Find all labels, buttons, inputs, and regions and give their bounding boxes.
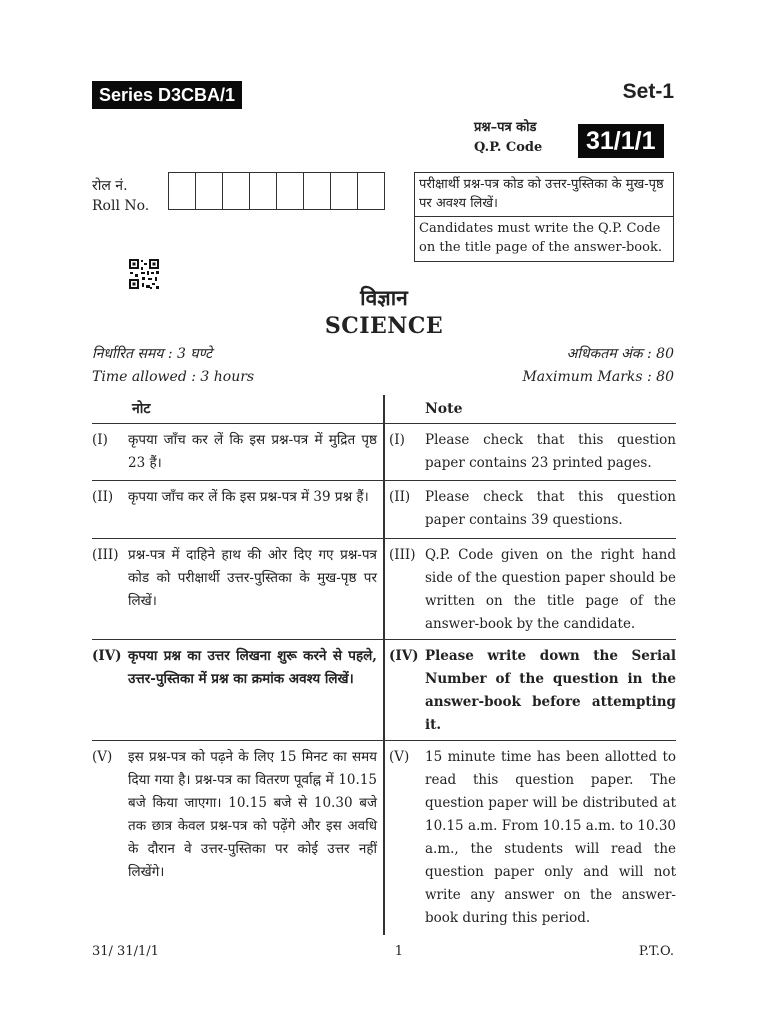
note-text-english: 15 minute time has been allotted to read this question paper. The question paper will be distributed at 10.15 a.m. From 10.15 a.m. to 10.30 a.m., the students will read the question paper only and will not write any answer on the answer-book during this period. <box>425 749 676 926</box>
note-english <box>383 741 676 939</box>
note-number: (IV) <box>389 648 419 664</box>
note-number: (II) <box>389 489 411 505</box>
roll-number-box[interactable] <box>304 173 331 209</box>
note-hindi <box>92 741 383 939</box>
subject-title-hindi: विज्ञान <box>360 285 408 310</box>
note-hindi <box>92 640 383 740</box>
maximum-marks-hindi: अधिकतम अंक : 80 <box>566 346 674 362</box>
footer-code: 31/ 31/1/1 <box>92 944 159 959</box>
note-text-hindi: कृपया जाँच कर लें कि इस प्रश्न-पत्र में 39 प्रश्न हैं। <box>128 489 369 505</box>
time-allowed-hindi: निर्धारित समय : 3 घण्टे <box>92 346 213 362</box>
note-number: (III) <box>389 547 416 563</box>
time-allowed-english: Time allowed : 3 hours <box>92 369 255 385</box>
page-footer <box>92 944 674 959</box>
please-turn-over: P.T.O. <box>638 944 674 959</box>
note-number: (V) <box>389 749 410 765</box>
note-text-english: Please check that this question paper contains 39 questions. <box>425 489 676 528</box>
note-text-hindi: प्रश्न-पत्र में दाहिने हाथ की ओर दिए गए प्रश्न-पत्र कोड को परीक्षार्थी उत्तर-पुस्तिका के मुख-पृष्ठ पर लिखें। <box>128 547 377 609</box>
roll-number-box[interactable] <box>358 173 384 209</box>
qp-code-label-english: Q.P. Code <box>474 140 543 155</box>
notes-table <box>92 395 676 939</box>
note-english <box>383 539 676 639</box>
note-text-english: Please check that this question paper contains 23 printed pages. <box>425 432 676 471</box>
note-hindi <box>92 481 383 538</box>
roll-number-box[interactable] <box>277 173 304 209</box>
time-allowed <box>92 343 254 389</box>
note-text-hindi: कृपया जाँच कर लें कि इस प्रश्न-पत्र में मुद्रित पृष्ठ 23 हैं। <box>128 432 377 471</box>
note-english <box>383 640 676 740</box>
note-number: (I) <box>389 432 405 448</box>
note-english <box>383 481 676 538</box>
note-number: (II) <box>92 489 114 505</box>
column-divider <box>383 395 385 935</box>
roll-number-boxes <box>168 172 385 210</box>
qp-code-label-hindi: प्रश्न–पत्र कोड <box>474 120 537 135</box>
note-text-hindi: कृपया प्रश्न का उत्तर लिखना शुरू करने से पहले, उत्तर-पुस्तिका में प्रश्न का क्रमांक अवश्य लिखें। <box>128 648 377 687</box>
maximum-marks <box>522 343 674 389</box>
note-number: (I) <box>92 432 108 448</box>
maximum-marks-english: Maximum Marks : 80 <box>522 369 674 385</box>
note-hindi <box>92 424 383 480</box>
roll-number-box[interactable] <box>250 173 277 209</box>
notes-header-hindi: नोट <box>132 401 151 417</box>
note-number: (IV) <box>92 648 122 664</box>
notes-header-english: Note <box>425 401 463 417</box>
roll-number-box[interactable] <box>223 173 250 209</box>
roll-label-hindi: रोल नं. <box>92 178 128 194</box>
set-number: Set-1 <box>622 80 674 103</box>
roll-number-labels <box>92 176 149 216</box>
roll-number-box[interactable] <box>331 173 358 209</box>
qp-code-labels <box>474 118 542 158</box>
qp-code-badge: 31/1/1 <box>578 124 664 158</box>
note-text-english: Q.P. Code given on the right hand side of the question paper should be written on the title page of the answer-book by the candidate. <box>425 547 676 632</box>
note-number: (III) <box>92 547 119 563</box>
note-number: (V) <box>92 749 113 765</box>
candidate-notice-box <box>414 172 674 262</box>
note-english <box>383 424 676 480</box>
note-hindi <box>92 539 383 639</box>
subject-title-english: SCIENCE <box>324 313 444 339</box>
notice-english: Candidates must write the Q.P. Code on the title page of the answer-book. <box>419 221 662 255</box>
roll-label-english: Roll No. <box>92 198 150 214</box>
notice-hindi: परीक्षार्थी प्रश्न-पत्र कोड को उत्तर-पुस्तिका के मुख-पृष्ठ पर अवश्य लिखें। <box>415 173 673 217</box>
roll-number-box[interactable] <box>169 173 196 209</box>
note-text-english: Please write down the Serial Number of the question in the answer-book before attempting it. <box>425 648 676 733</box>
series-badge: Series D3CBA/1 <box>92 81 242 109</box>
note-text-hindi: इस प्रश्न-पत्र को पढ़ने के लिए 15 मिनट का समय दिया गया है। प्रश्न-पत्र का वितरण पूर्वाह्न में 10.15 बजे किया जाएगा। 10.15 बजे से 10.30 बजे तक छात्र केवल प्रश्न-पत्र को पढ़ेंगे और इस अवधि के दौरान वे उत्तर-पुस्तिका पर कोई उत्तर नहीं लिखेंगे। <box>128 749 377 880</box>
roll-number-box[interactable] <box>196 173 223 209</box>
page-number: 1 <box>394 944 403 959</box>
